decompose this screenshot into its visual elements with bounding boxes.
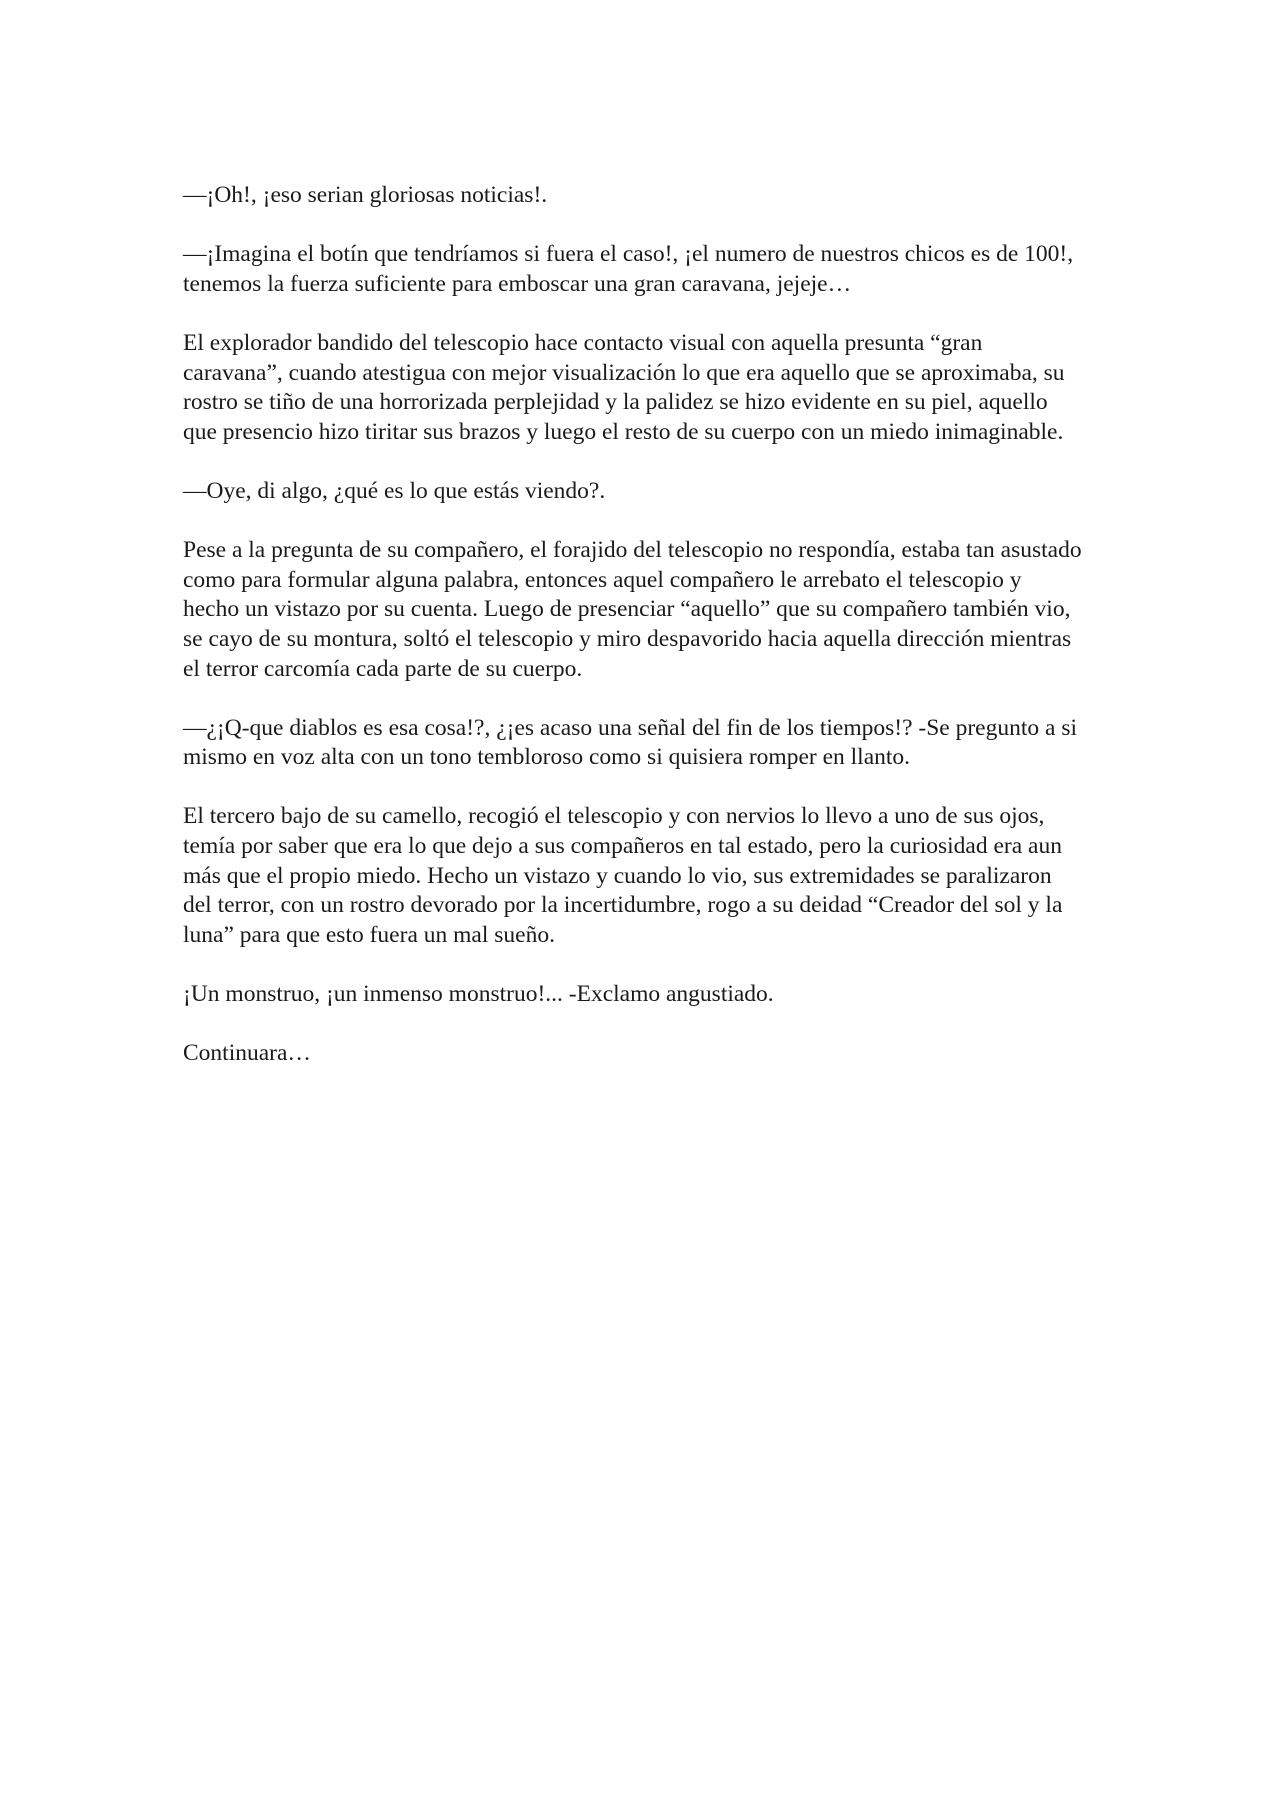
paragraph-2: —¡Imagina el botín que tendríamos si fuera el caso!, ¡el numero de nuestros chicos es de 100!, tenemos la fuerza suficiente para emboscar una gran caravana, jejeje… xyxy=(183,241,1074,297)
paragraph-1: —¡Oh!, ¡eso serian gloriosas noticias!. xyxy=(183,182,548,208)
paragraph-4: —Oye, di algo, ¿qué es lo que estás viendo?. xyxy=(183,477,606,504)
paragraph-7: El tercero bajo de su camello, recogió el telescopio y con nervios lo llevo a uno de sus ojos, temía por saber que era lo que dejo a sus compañeros en tal estado, pero la curiosidad era aun más que el propio miedo. Hecho un vistazo y cuando lo vio, sus extremidades se paralizaron del terror, con un rostro devorado por la incertidumbre, rogo a su deidad “Creador del sol y la luna” para que esto fuera un mal sueño. xyxy=(183,803,1063,948)
paragraph-8: ¡Un monstruo, ¡un inmenso monstruo!... -Exclamo angustiado. xyxy=(183,981,774,1008)
paragraph-5: Pese a la pregunta de su compañero, el forajido del telescopio no respondía, estaba tan asustado como para formular alguna palabra, entonces aquel compañero le arrebato el telescopio y hecho un vistazo por su cuenta. Luego de presenciar “aquello” que su compañero también vio, se cayo de su montura, soltó el telescopio y miro despavorido hacia aquella dirección mientras el terror carcomía cada parte de su cuerpo. xyxy=(183,537,1082,682)
paragraph-3: El explorador bandido del telescopio hace contacto visual con aquella presunta “gran caravana”, cuando atestigua con mejor visualización lo que era aquello que se aproximaba, su rostro se tiño de una horrorizada perplejidad y la palidez se hizo evidente en su piel, aquello que presencio hizo tiritar sus brazos y luego el resto de su cuerpo con un miedo inimaginable. xyxy=(183,329,1065,445)
paragraph-9: Continuara… xyxy=(183,1040,311,1067)
paragraph-6: —¿¡Q-que diablos es esa cosa!?, ¿¡es acaso una señal del fin de los tiempos!? -Se pregunto a si mismo en voz alta con un tono tembloroso como si quisiera romper en llanto. xyxy=(183,714,1077,771)
document-body xyxy=(183,181,1083,1069)
